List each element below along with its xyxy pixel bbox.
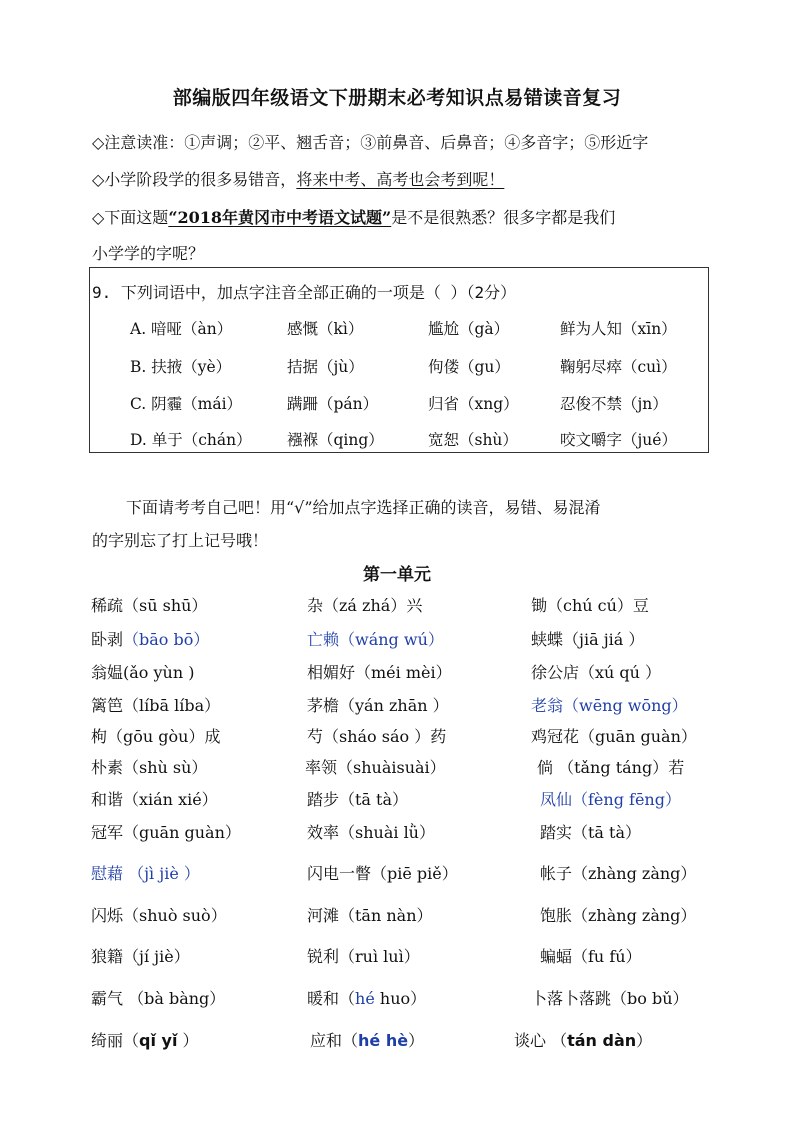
word-row — [0, 944, 794, 968]
option-c-2: 蹒跚（pán） — [287, 395, 379, 413]
option-d-3: 宽恕（shù） — [428, 431, 518, 449]
question-stem: 9. 下列词语中，加点字注音全部正确的一项是（ ）（2分） — [92, 283, 517, 302]
word-item: 翁媪(ǎo yùn ) — [91, 663, 195, 682]
word-item: 蝙蝠（fu fú） — [540, 947, 642, 966]
word-item: 稀疏（sū shū） — [91, 596, 208, 615]
word-item: 凤仙（fèng fēng） — [540, 790, 681, 809]
word-item: 率领（shuàisuài） — [305, 758, 446, 777]
option-b-2: 拮据（jù） — [287, 358, 364, 376]
word-row — [0, 787, 794, 811]
word-item: 卧剥（bāo bō） — [91, 630, 210, 649]
word-item: 狼籍（jí jiè） — [91, 947, 190, 966]
word-item: 闪烁（shuò suò） — [91, 906, 227, 925]
word-row — [0, 627, 794, 651]
word-pinyin: （bāo bō） — [123, 630, 210, 649]
word-item: 朴素（shù sù） — [91, 758, 208, 777]
word-row — [0, 861, 794, 885]
word-row — [0, 693, 794, 717]
option-d-1: D. 单于（chán） — [130, 431, 252, 449]
word-row — [0, 593, 794, 617]
word-item: 谈心 （tán dàn） — [514, 1031, 653, 1050]
intro-line-3-c: 是不是很熟悉？很多字都是我们 — [391, 208, 616, 227]
word-item: 和谐（xián xié） — [91, 790, 218, 809]
word-item: 老翁（wēng wōng） — [531, 696, 688, 715]
word-item: 枸（gōu gòu）成 — [91, 727, 221, 746]
option-a-2: 感慨（kì） — [287, 320, 364, 338]
word-row — [0, 724, 794, 748]
word-item: 帐子（zhàng zàng） — [540, 864, 697, 883]
page-title: 部编版四年级语文下册期末必考知识点易错读音复习 — [172, 87, 622, 109]
word-pinyin-bold: qǐ yǐ — [139, 1031, 178, 1050]
word-item: 卜落卜落跳（bo bǔ） — [531, 989, 689, 1008]
word-item: 踏实（tā tà） — [540, 823, 642, 842]
intro-line-2-plain: ◇小学阶段学的很多易错音， — [92, 170, 297, 189]
word-item: 应和（hé hè） — [310, 1031, 425, 1050]
intro-line-1: ◇注意读准：①声调；②平、翘舌音；③前鼻音、后鼻音；④多音字；⑤形近字 — [92, 133, 649, 152]
option-row-d — [90, 428, 708, 454]
word-item: 相媚好（méi mèi） — [307, 663, 452, 682]
word-item: 倘 （tǎng táng）若 — [537, 758, 685, 777]
word-item: 蛱蝶（jiā jiá ） — [531, 630, 645, 649]
word-row — [0, 903, 794, 927]
instruction-line-2: 的字别忘了打上记号哦！ — [92, 531, 269, 550]
word-item: 霸气 （bà bàng） — [91, 989, 226, 1008]
word-item: 绮丽（qǐ yǐ ） — [91, 1031, 199, 1050]
intro-line-3 — [92, 205, 615, 228]
word-item: 河滩（tān nàn） — [307, 906, 433, 925]
instruction-line-1: 下面请考考自己吧！用“√”给加点字选择正确的读音，易错、易混淆 — [126, 498, 601, 517]
option-a-4: 鲜为人知（xīn） — [560, 320, 677, 338]
word-item: 篱笆（líbā líba） — [91, 696, 221, 715]
word-item: 徐公店（xú qú ） — [531, 663, 662, 682]
word-row — [0, 660, 794, 684]
option-d-2: 襁褓（qing） — [287, 431, 384, 449]
option-row-b — [90, 355, 708, 381]
intro-line-4: 小学学的字呢？ — [92, 244, 205, 263]
word-item: 饱胀（zhàng zàng） — [540, 906, 697, 925]
option-c-4: 忍俊不禁（jn） — [560, 395, 668, 413]
option-d-4: 咬文嚼字（jué） — [560, 431, 677, 449]
intro-line-2 — [92, 167, 504, 190]
word-pinyin-highlight: hé — [355, 989, 375, 1008]
word-row — [0, 820, 794, 844]
word-item: 锐利（ruì luì） — [307, 947, 420, 966]
word-row — [0, 755, 794, 779]
intro-line-3-a: ◇下面这题 — [92, 208, 169, 227]
word-item: 效率（shuài lǜ） — [307, 823, 435, 842]
word-item: 芍（sháo sáo ）药 — [307, 727, 447, 746]
word-item: 暖和（hé huo） — [307, 989, 427, 1008]
word-pinyin-bold: hé hè — [358, 1031, 409, 1050]
option-c-1: C. 阴霾（mái） — [130, 395, 243, 413]
option-b-4: 鞠躬尽瘁（cuì） — [560, 358, 677, 376]
word-item: 杂（zá zhá）兴 — [307, 596, 423, 615]
option-row-c — [90, 392, 708, 418]
option-b-1: B. 扶掖（yè） — [130, 358, 232, 376]
option-a-3: 尴尬（gà） — [428, 320, 510, 338]
question-box — [89, 267, 709, 453]
word-item: 慰藉 （jì jiè ） — [91, 864, 200, 883]
word-item: 冠军（guān guàn） — [91, 823, 241, 842]
word-item: 鸡冠花（guān guàn） — [531, 727, 697, 746]
word-item: 亡赖（wáng wú） — [307, 630, 444, 649]
word-item: 踏步（tā tà） — [307, 790, 409, 809]
intro-line-2-underlined: 将来中考、高考也会考到呢！ — [296, 170, 505, 189]
word-item: 茅檐（yán zhān ） — [307, 696, 449, 715]
intro-line-3-exam: “2018年黄冈市中考语文试题” — [168, 208, 392, 227]
word-item: 锄（chú cú）豆 — [531, 596, 649, 615]
option-b-3: 佝偻（gu） — [428, 358, 510, 376]
word-pinyin-bold: tán dàn — [567, 1031, 637, 1050]
option-c-3: 归省（xng） — [428, 395, 519, 413]
unit-title: 第一单元 — [363, 565, 431, 585]
option-a-1: A. 喑哑（àn） — [130, 320, 233, 338]
word-row — [0, 986, 794, 1010]
option-row-a — [90, 317, 708, 343]
word-row — [0, 1028, 794, 1052]
word-item: 闪电一瞥（piē piě） — [307, 864, 458, 883]
